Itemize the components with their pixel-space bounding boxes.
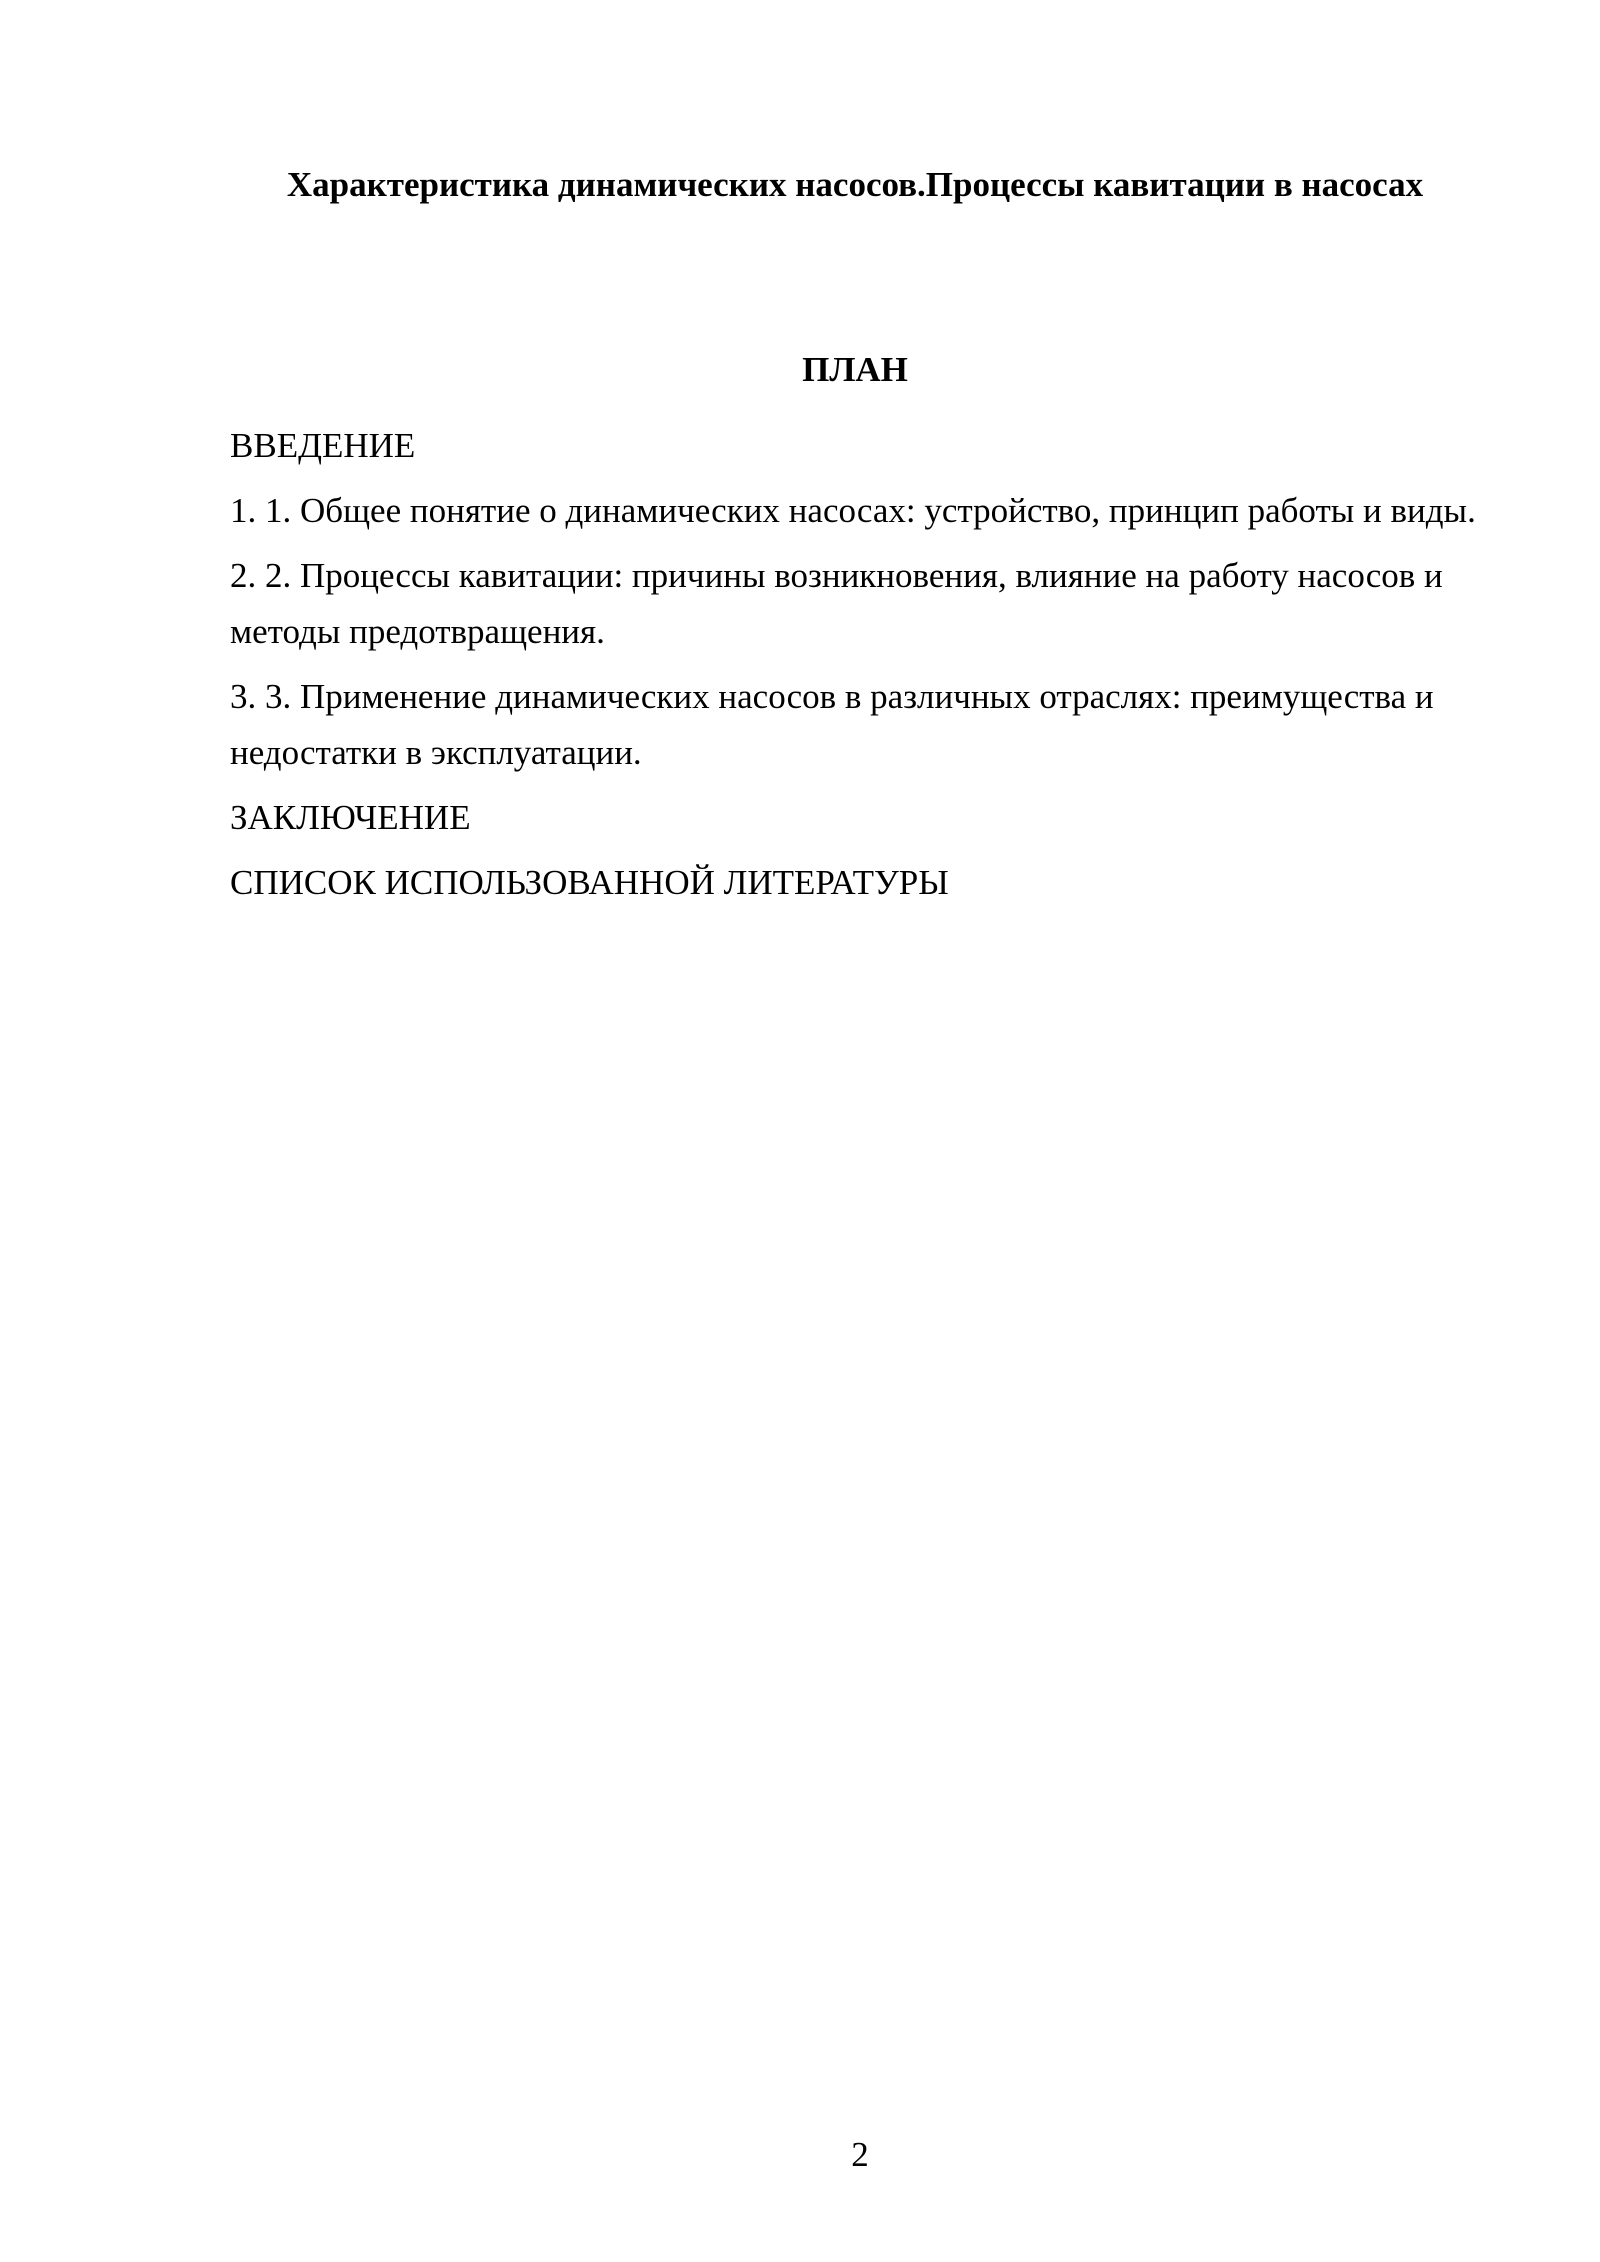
plan-list: [230, 418, 1480, 920]
document-title: Характеристика динамических насосов.Процессы кавитации в насосах: [286, 165, 1424, 204]
plan-heading: ПЛАН: [802, 350, 908, 389]
plan-item-section-2: 2. 2. Процессы кавитации: причины возникновения, влияние на работу насосов и методы предотвращения.: [230, 556, 1443, 651]
plan-item-references: СПИСОК ИСПОЛЬЗОВАННОЙ ЛИТЕРАТУРЫ: [230, 863, 949, 902]
plan-item-section-3: 3. 3. Применение динамических насосов в различных отраслях: преимущества и недостатки в эксплуатации.: [230, 677, 1434, 772]
plan-item-introduction: ВВЕДЕНИЕ: [230, 426, 416, 465]
page-number: 2: [851, 2135, 869, 2174]
plan-item-conclusion: ЗАКЛЮЧЕНИЕ: [230, 798, 471, 837]
plan-item-section-1: 1. 1. Общее понятие о динамических насосах: устройство, принцип работы и виды.: [230, 491, 1476, 530]
